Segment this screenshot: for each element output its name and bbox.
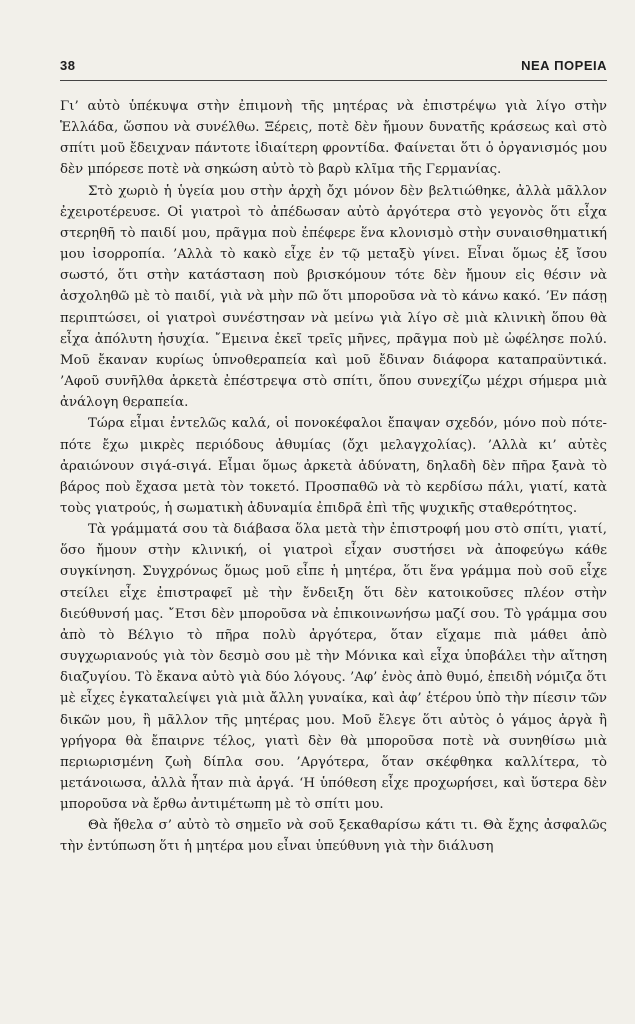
header-rule — [60, 80, 607, 81]
paragraph-3: Τώρα εἶμαι ἐντελῶς καλά, οἱ πονοκέφαλοι ἔπαψαν σχεδόν, μόνο ποὺ πότε-πότε ἔχω μικρὲς περιόδους ἀθυμίας (ὄχι μελαγχολίας). ’Αλλὰ κι’ αὐτὲς ἀραιώνουν σιγά-σιγά. Εἶμαι ὅμως ἀρκετὰ ἀδύνατη, δηλαδὴ δὲν πῆρα ξανὰ τὸ βάρος ποὺ ἔχασα μετὰ τὸν τοκετό. Προσπαθῶ νὰ τὸ κερδίσω πάλι, γιατί, κατὰ τοὺς γιατρούς, ἡ σωματικὴ ἀδυναμία ἐπιδρᾶ ἐπὶ τῆς ψυχικῆς σταθερότητος. — [60, 416, 607, 516]
paragraph-4: Τὰ γράμματά σου τὰ διάβασα ὅλα μετὰ τὴν ἐπιστροφή μου στὸ σπίτι, γιατί, ὅσο ἤμουν στὴν κλινική, οἱ γιατροὶ εἶχαν συστήσει νὰ ἀποφεύγω κάθε συγκίνηση. Συγχρόνως ὅμως μοῦ εἶπε ἡ μητέρα, ὅτι ἕνα γράμμα ποὺ σοῦ εἶχε στείλει εἶχε ἐπιστραφεῖ μὲ τὴν ἔνδειξη ὅτι δὲν κατοικοῦσες πλέον στὴν διεύθυνσή μας. ῎Ετσι δὲν μποροῦσα νὰ ἐπικοινωνήσω μαζί σου. Τὸ γράμμα σου ἀπὸ τὸ Βέλγιο τὸ πῆρα πολὺ ἀργότερα, ὅταν εἴχαμε πιὰ μάθει ἀπὸ συγχωριανούς γιὰ τὸν δεσμὸ σου μὲ τὴν Μόνικα καὶ εἶχα ὑποβάλει τὴν αἴτηση διαζυγίου. Τὸ ἔκανα αὐτὸ γιὰ δύο λόγους. ’Αφ’ ἑνὸς ἀπὸ θυμό, ἐπειδὴ νόμιζα ὅτι μὲ εἶχες ἐγκαταλείψει γιὰ μιὰ ἄλλη γυναίκα, καὶ ἀφ’ ἑτέρου ὑπὸ τὴν πίεσιν τῶν δικῶν μου, ἢ μᾶλλον τῆς μητέρας μου. Μοῦ ἔλεγε ὅτι αὐτὸς ὁ γάμος ἀργὰ ἢ γρήγορα θὰ ἔπαιρνε τέλος, γιατὶ δὲν θὰ μποροῦσα ποτὲ νὰ συνηθίσω μιὰ περιωρισμένη ζωὴ δίπλα σου. ’Αργότερα, ὅταν σκέφθηκα καλλίτερα, τὸ μετάνοιωσα, ἀλλὰ ἦταν πιὰ ἀργά. ‘Η ὑπόθεση εἶχε προχωρήσει, καὶ ὕστερα δὲν μποροῦσα νὰ ἔρθω ἀντιμέτωπη μὲ τὸ σπίτι μου. — [60, 522, 607, 813]
paragraph-1: Γι’ αὐτὸ ὑπέκυψα στὴν ἐπιμονὴ τῆς μητέρας νὰ ἐπιστρέψω γιὰ λίγο στὴν Ἑλλάδα, ὥσπου νὰ συνέλθω. Ξέρεις, ποτὲ δὲν ἤμουν δυνατῆς κράσεως καὶ στὸ σπίτι μοῦ ἔδειχναν πάντοτε ἰδιαίτερη φροντίδα. Φαίνεται ὅτι ὁ ὀργανισμός μου δὲν μπόρεσε ποτὲ νὰ σηκώση αὐτὸ τὸ βαρὺ κλῖμα τῆς Γερμανίας. — [60, 99, 607, 178]
page-number: 38 — [60, 58, 76, 73]
body-text — [60, 96, 607, 858]
running-title: ΝΕΑ ΠΟΡΕΙΑ — [521, 58, 607, 73]
page-header — [60, 58, 607, 78]
paragraph-2: Στὸ χωριὸ ἡ ὑγεία μου στὴν ἀρχὴ ὄχι μόνον δὲν βελτιώθηκε, ἀλλὰ μᾶλλον ἐχειροτέρευσε. Οἱ γιατροὶ τὸ ἀπέδωσαν αὐτὸ ἀργότερα στὸ γεγονὸς ὅτι εἶχα στερηθῆ τὸ παιδί μου, πρᾶγμα ποὺ ἐπέφερε ἕνα κλονισμὸ στὴν συναισθηματική μου ἰσορροπία. ’Αλλὰ τὸ κακὸ εἶχε ἐν τῷ μεταξὺ γίνει. Εἶναι ὅμως ἐξ ἴσου σωστό, ὅτι στὴν κατάσταση ποὺ βρισκόμουν τότε δὲν ἤμουν εἰς θέσιν νὰ ἀσχοληθῶ μὲ τὸ παιδί, γιὰ νὰ μὴν πῶ ὅτι μποροῦσα νὰ τὸ κάνω κακό. ’Εν πάσῃ περιπτώσει, οἱ γιατροὶ συνέστησαν νὰ μείνω γιὰ λίγο σὲ μιὰ κλινικὴ ὅπου θὰ εἶχα ἀπόλυτη ἡσυχία. ῎Εμεινα ἐκεῖ τρεῖς μῆνες, πρᾶγμα ποὺ μὲ ὠφέλησε πολύ. Μοῦ ἔκαναν κυρίως ὑπνοθεραπεία καὶ μοῦ ἔδιναν διάφορα καταπραϋντικά. ’Αφοῦ συνῆλθα ἀρκετὰ ἐπέστρεψα στὸ σπίτι, ὅπου συνεχίζω μέχρι σήμερα μιὰ ἀνάλογη θεραπεία. — [60, 183, 607, 411]
paragraph-5: Θὰ ἤθελα σ’ αὐτὸ τὸ σημεῖο νὰ σοῦ ξεκαθαρίσω κάτι τι. Θὰ ἔχης ἀσφαλῶς τὴν ἐντύπωση ὅτι ἡ μητέρα μου εἶναι ὑπεύθυνη γιὰ τὴν διάλυση — [60, 818, 607, 855]
